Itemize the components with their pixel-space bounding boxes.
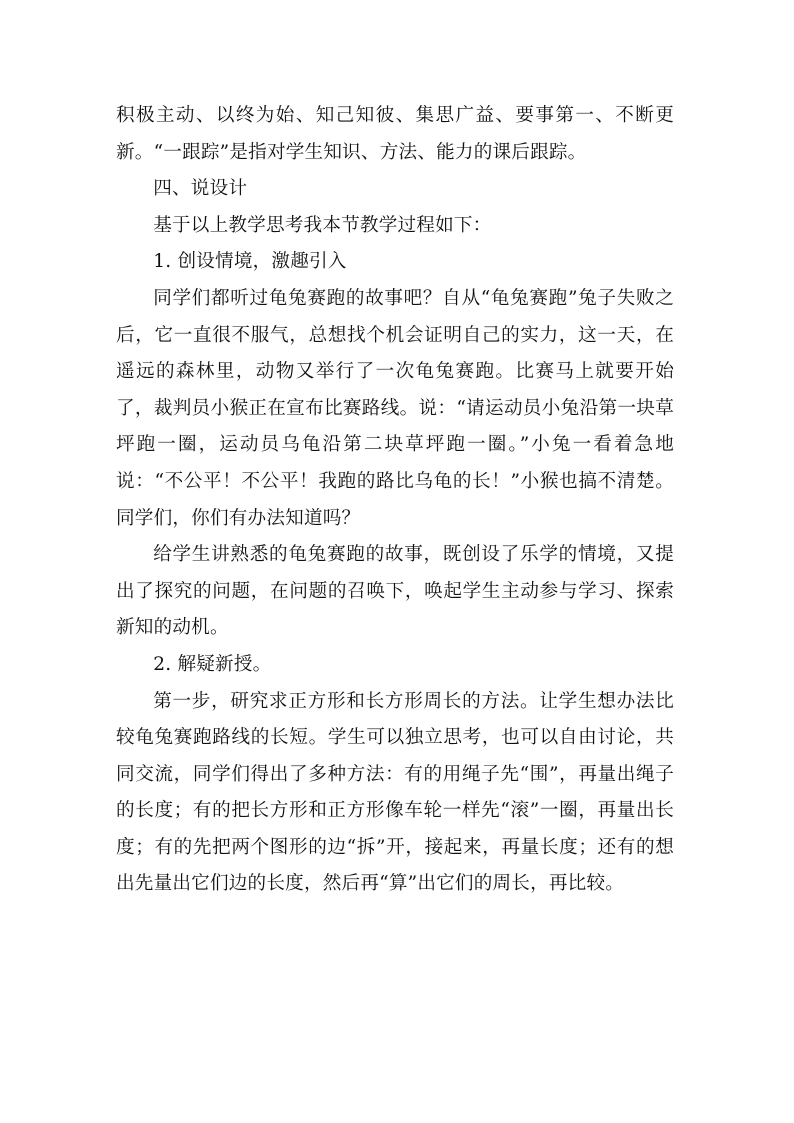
paragraph-1: 积极主动、以终为始、知己知彼、集思广益、要事第一、不断更新。“一跟踪”是指对学生知识、方法、能力的课后跟踪。 — [116, 105, 674, 163]
paragraph-step-one: 第一步，研究求正方形和长方形周长的方法。让学生想办法比较龟兔赛跑路线的长短。学生可以独立思考，也可以自由讨论，共同交流，同学们得出了多种方法：有的用绳子先“围”，再量出绳子的长度；有的把长方形和正方形像车轮一样先“滚”一圈，再量出长度；有的先把两个图形的边“拆”开，接起来，再量长度；还有的想出先量出它们边的长度，然后再“算”出它们的周长，再比较。 — [116, 690, 674, 895]
paragraph-story: 同学们都听过龟兔赛跑的故事吧？自从“龟兔赛跑”兔子失败之后，它一直很不服气，总想找个机会证明自己的实力，这一天，在遥远的森林里，动物又举行了一次龟兔赛跑。比赛马上就要开始了，裁判员小猴正在宣布比赛路线。说：“请运动员小兔沿第一块草坪跑一圈，运动员乌龟沿第二块草坪跑一圈。”小兔一看着急地说：“不公平！不公平！我跑的路比乌龟的长！”小猴也搞不清楚。同学们，你们有办法知道吗？ — [116, 287, 674, 529]
subheading-create-situation: 1. 创设情境，激趣引入 — [153, 251, 347, 273]
subheading-new-teaching: 2. 解疑新授。 — [153, 653, 272, 675]
section-heading-design: 四、说设计 — [153, 178, 248, 200]
document-page — [116, 98, 674, 903]
paragraph-story-purpose: 给学生讲熟悉的龟兔赛跑的故事，既创设了乐学的情境，又提出了探究的问题，在问题的召唤下，唤起学生主动参与学习、探索新知的动机。 — [116, 544, 674, 639]
paragraph-intro-process: 基于以上教学思考我本节教学过程如下： — [153, 214, 492, 236]
